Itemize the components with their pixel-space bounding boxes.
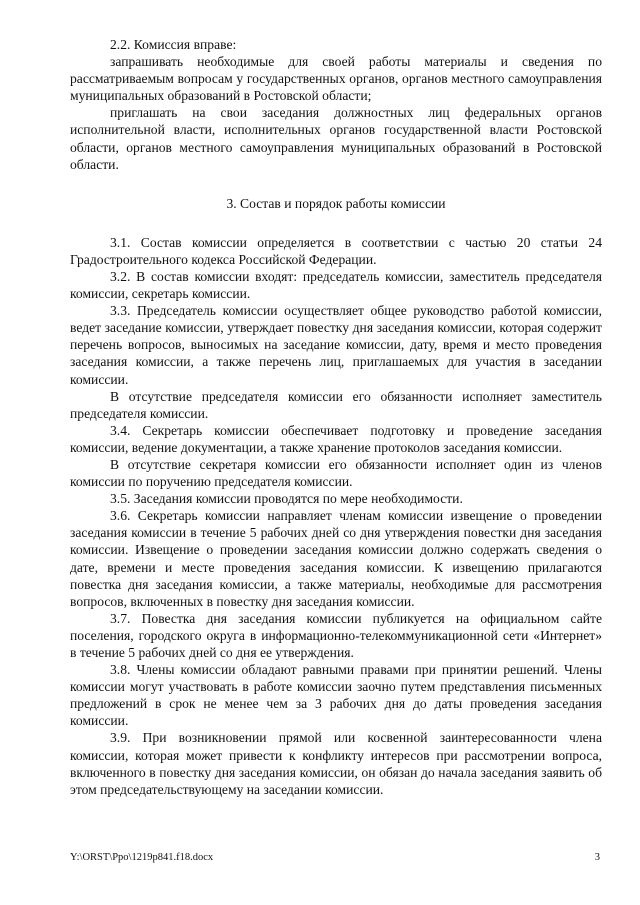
page-footer <box>70 852 600 864</box>
paragraph-3-5: 3.5. Заседания комиссии проводятся по мере необходимости. <box>110 491 463 507</box>
paragraph-3-3-absence: В отсутствие председателя комиссии его обязанности исполняет заместитель председателя комиссии. <box>70 388 602 421</box>
paragraph-request-materials: запрашивать необходимые для своей работы материалы и сведения по рассматриваемым вопросам у государственных органов, органов местного самоуправления муниципальных образований в Ростовской области; <box>70 54 602 104</box>
paragraph-3-2: 3.2. В состав комиссии входят: председатель комиссии, заместитель председателя комиссии, секретарь комиссии. <box>70 268 602 302</box>
page-number: 3 <box>594 852 600 863</box>
paragraph-3-1: 3.1. Состав комиссии определяется в соответствии с частью 20 статьи 24 Градостроительного кодекса Российской Федерации. <box>70 234 602 267</box>
paragraph-3-3: 3.3. Председатель комиссии осуществляет общее руководство работой комиссии, ведет заседание комиссии, утверждает повестку дня заседания комиссии, которая содержит перечень вопросов, выносимых на заседание комиссии, дату, время и место проведения заседания комиссии, а также перечень лиц, приглашаемых для участия в заседании комиссии. <box>70 303 602 387</box>
paragraph-3-4: 3.4. Секретарь комиссии обеспечивает подготовку и проведение заседания комиссии, ведение документации, а также хранение протоколов заседания комиссии. <box>70 422 602 455</box>
document-page <box>70 36 602 798</box>
file-path: Y:\ORST\Ppo\1219p841.f18.docx <box>70 852 214 863</box>
paragraph-3-6: 3.6. Секретарь комиссии направляет членам комиссии извещение о проведении заседания комиссии в течение 5 рабочих дней со дня утверждения повестки дня заседания комиссии. Извещение о проведении заседания комиссии должно содержать сведения о дате, времени и месте проведения заседания комиссии. К извещению прилагаются повестка дня заседания комиссии, а также материалы, необходимые для рассмотрения вопросов, включенных в повестку дня заседания комиссии. <box>70 508 602 609</box>
paragraph-3-4-absence: В отсутствие секретаря комиссии его обязанности исполняет один из членов комиссии по поручению председателя комиссии. <box>70 456 602 490</box>
paragraph-3-8: 3.8. Члены комиссии обладают равными правами при принятии решений. Члены комиссии могут участвовать в работе комиссии заочно путем представления письменных предложений в срок не менее чем за 3 рабочих дня до даты проведения заседания комиссии. <box>70 662 602 729</box>
paragraph-2-2: 2.2. Комиссия вправе: <box>110 37 237 52</box>
paragraph-3-9: 3.9. При возникновении прямой или косвенной заинтересованности члена комиссии, которая может привести к конфликту интересов при рассмотрении вопроса, включенного в повестку дня заседания комиссии, он обязан до начала заседания заявить об этом председательствующему на заседании комиссии. <box>70 730 602 797</box>
paragraph-3-7: 3.7. Повестка дня заседания комиссии публикуется на официальном сайте поселения, городского округа в информационно-телекоммуникационной сети «Интернет» в течение 5 рабочих дней со дня ее утверждения. <box>70 610 602 660</box>
paragraph-invite-officials: приглашать на свои заседания должностных лиц федеральных органов исполнительной власти, исполнительных органов государственной власти Ростовской области, органов местного самоуправления муниципальных образований в Ростовской области. <box>70 105 602 172</box>
section-heading: 3. Состав и порядок работы комиссии <box>226 195 446 211</box>
